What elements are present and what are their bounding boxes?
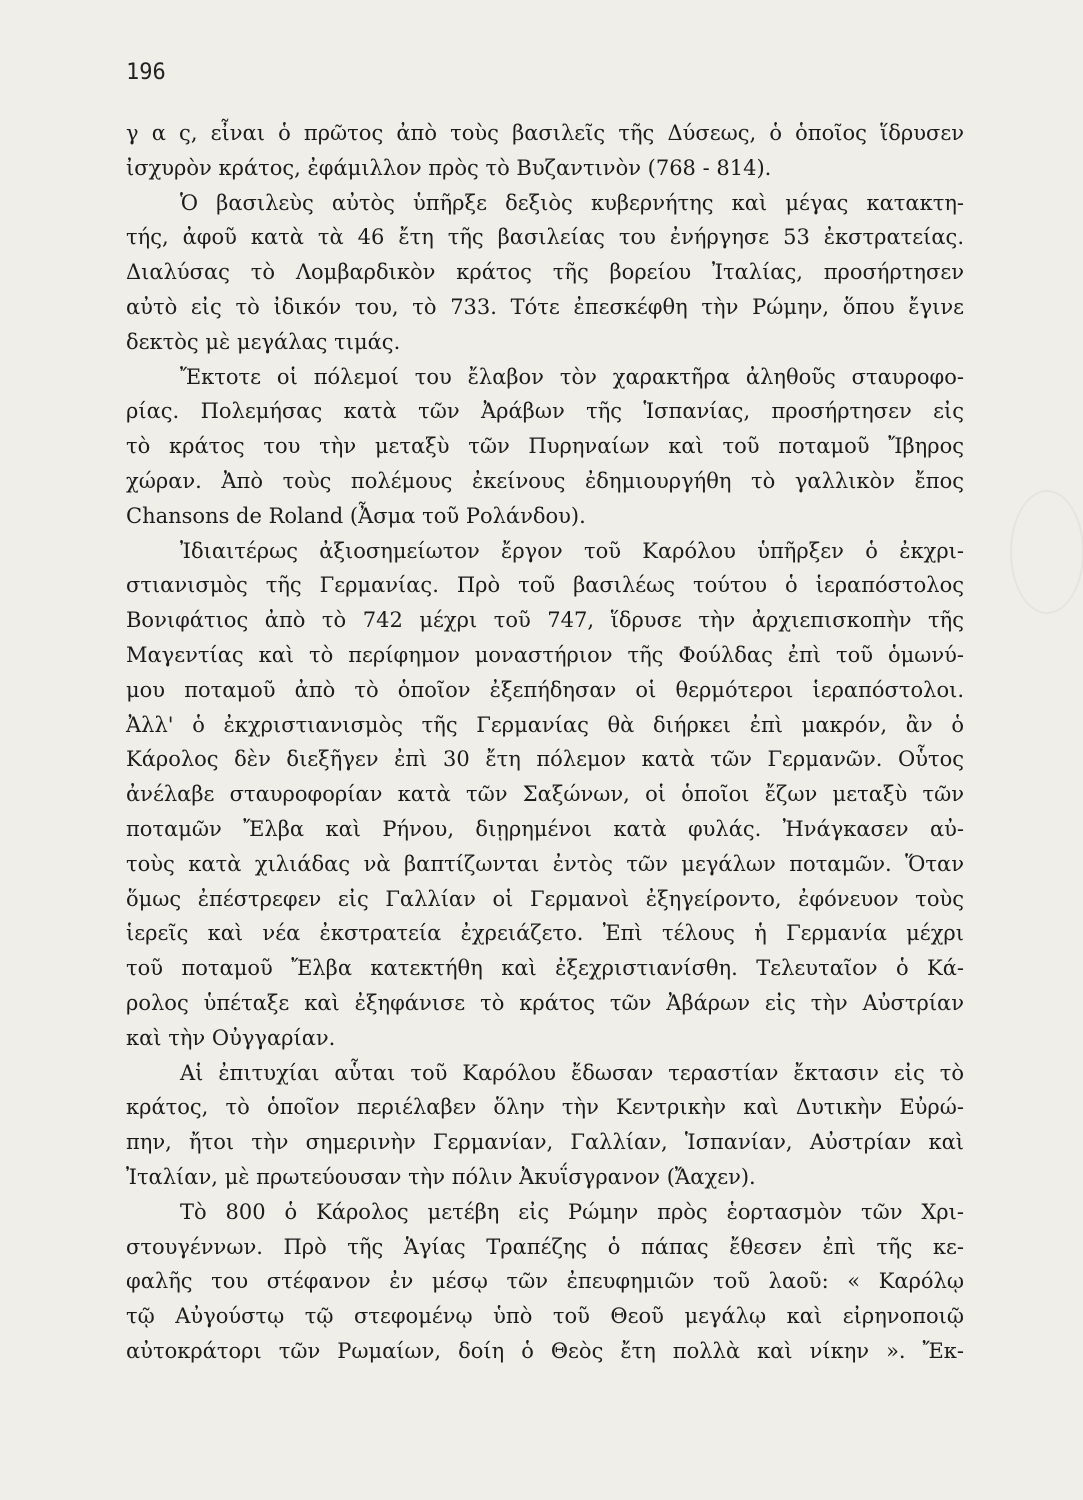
text-line: Chansons de Roland (Ἆσμα τοῦ Ρολάνδου).	[126, 503, 586, 528]
text-line: Ἰδιαιτέρως ἀξιοσημείωτον ἔργον τοῦ Καρόλου ὑπῆρξεν ὁ ἐκχρι-	[180, 538, 964, 563]
text-line: αὐτοκράτορι τῶν Ρωμαίων, δοίη ὁ Θεὸς ἔτη πολλὰ καὶ νίκην ». Ἔκ-	[126, 1338, 964, 1363]
text-line: δεκτὸς μὲ μεγάλας τιμάς.	[126, 329, 401, 354]
text-line: Μαγεντίας καὶ τὸ περίφημον μοναστήριον τῆς Φούλδας ἐπὶ τοῦ ὁμωνύ-	[126, 642, 964, 667]
text-line: ἀνέλαβε σταυροφορίαν κατὰ τῶν Σαξώνων, οἱ ὁποῖοι ἔζων μεταξὺ τῶν	[126, 782, 964, 807]
text-line: ὅμως ἐπέστρεφεν εἰς Γαλλίαν οἱ Γερμανοὶ ἐξηγείροντο, ἐφόνευον τοὺς	[126, 886, 964, 911]
page-number: 196	[126, 60, 166, 85]
text-line: αὐτὸ εἰς τὸ ἰδικόν του, τὸ 733. Τότε ἐπεσκέφθη τὴν Ρώμην, ὅπου ἔγινε	[126, 294, 964, 319]
text-line: Διαλύσας τὸ Λομβαρδικὸν κράτος τῆς βορείου Ἰταλίας, προσήρτησεν	[126, 260, 964, 285]
text-line: Βονιφάτιος ἀπὸ τὸ 742 μέχρι τοῦ 747, ἵδρυσε τὴν ἀρχιεπισκοπὴν τῆς	[126, 608, 964, 633]
text-line: μου ποταμοῦ ἀπὸ τὸ ὁποῖον ἐξεπήδησαν οἱ θερμότεροι ἱεραπόστολοι.	[126, 677, 964, 702]
text-line: Ὁ βασιλεὺς αὐτὸς ὑπῆρξε δεξιὸς κυβερνήτης καὶ μέγας κατακτη-	[180, 190, 964, 215]
text-line: χώραν. Ἀπὸ τοὺς πολέμους ἐκείνους ἐδημιουργήθη τὸ γαλλικὸν ἔπος	[126, 468, 964, 493]
text-line: γ α ς, εἶναι ὁ πρῶτος ἀπὸ τοὺς βασιλεῖς τῆς Δύσεως, ὁ ὁποῖος ἵδρυσεν	[126, 121, 964, 145]
body-text	[126, 116, 964, 1369]
text-line: πην, ἤτοι τὴν σημερινὴν Γερμανίαν, Γαλλίαν, Ἱσπανίαν, Αὐστρίαν καὶ	[126, 1130, 964, 1155]
text-line: κράτος, τὸ ὁποῖον περιέλαβεν ὅλην τὴν Κεντρικὴν καὶ Δυτικὴν Εὐρώ-	[126, 1095, 964, 1120]
text-line: Κάρολος δὲν διεξῆγεν ἐπὶ 30 ἔτη πόλεμον κατὰ τῶν Γερμανῶν. Οὗτος	[126, 747, 964, 772]
text-line: καὶ τὴν Οὐγγαρίαν.	[126, 1025, 336, 1050]
text-line: ρολος ὑπέταξε καὶ ἐξηφάνισε τὸ κράτος τῶν Ἀβάρων εἰς τὴν Αὐστρίαν	[126, 990, 964, 1015]
text-line: ἰσχυρὸν κράτος, ἐφάμιλλον πρὸς τὸ Βυζαντινὸν (768 - 814).	[126, 155, 772, 180]
text-line: στιανισμὸς τῆς Γερμανίας. Πρὸ τοῦ βασιλέως τούτου ὁ ἱεραπόστολος	[126, 573, 964, 598]
text-line: Αἱ ἐπιτυχίαι αὗται τοῦ Καρόλου ἔδωσαν τεραστίαν ἔκτασιν εἰς τὸ	[180, 1060, 964, 1085]
text-line: ρίας. Πολεμήσας κατὰ τῶν Ἀράβων τῆς Ἱσπανίας, προσήρτησεν εἰς	[126, 399, 964, 424]
text-line: ποταμῶν Ἔλβα καὶ Ρήνου, διῃρημένοι κατὰ φυλάς. Ἠνάγκασεν αὐ-	[126, 816, 964, 841]
text-line: φαλῆς του στέφανον ἐν μέσῳ τῶν ἐπευφημιῶν τοῦ λαοῦ: « Καρόλῳ	[126, 1269, 964, 1294]
text-line: τής, ἀφοῦ κατὰ τὰ 46 ἔτη τῆς βασιλείας του ἐνήργησε 53 ἐκστρατείας.	[126, 225, 964, 250]
text-line: τοῦ ποταμοῦ Ἔλβα κατεκτήθη καὶ ἐξεχριστιανίσθη. Τελευταῖον ὁ Κά-	[126, 956, 964, 981]
text-line: Ἔκτοτε οἱ πόλεμοί του ἔλαβον τὸν χαρακτῆρα ἀληθοῦς σταυροφο-	[180, 364, 964, 389]
text-line: Τὸ 800 ὁ Κάρολος μετέβη εἰς Ρώμην πρὸς ἑορτασμὸν τῶν Χρι-	[180, 1199, 964, 1224]
text-line: τοὺς κατὰ χιλιάδας νὰ βαπτίζωνται ἐντὸς τῶν μεγάλων ποταμῶν. Ὅταν	[126, 851, 964, 876]
text-line: τὸ κράτος του τὴν μεταξὺ τῶν Πυρηναίων καὶ τοῦ ποταμοῦ Ἴβηρος	[126, 434, 964, 459]
text-line: ἱερεῖς καὶ νέα ἐκστρατεία ἐχρειάζετο. Ἐπὶ τέλους ἡ Γερμανία μέχρι	[126, 921, 964, 946]
text-line: τῷ Αὐγούστῳ τῷ στεφομένῳ ὑπὸ τοῦ Θεοῦ μεγάλῳ καὶ εἰρηνοποιῷ	[126, 1304, 964, 1329]
faint-stamp-mark	[1010, 490, 1083, 614]
text-line: Ἀλλ' ὁ ἐκχριστιανισμὸς τῆς Γερμανίας θὰ διήρκει ἐπὶ μακρόν, ἂν ὁ	[126, 712, 964, 737]
text-line: στουγέννων. Πρὸ τῆς Ἁγίας Τραπέζης ὁ πάπας ἔθεσεν ἐπὶ τῆς κε-	[126, 1234, 964, 1259]
text-line: Ἰταλίαν, μὲ πρωτεύουσαν τὴν πόλιν Ἀκυΐσγρανον (Ἄαχεν).	[126, 1164, 756, 1189]
